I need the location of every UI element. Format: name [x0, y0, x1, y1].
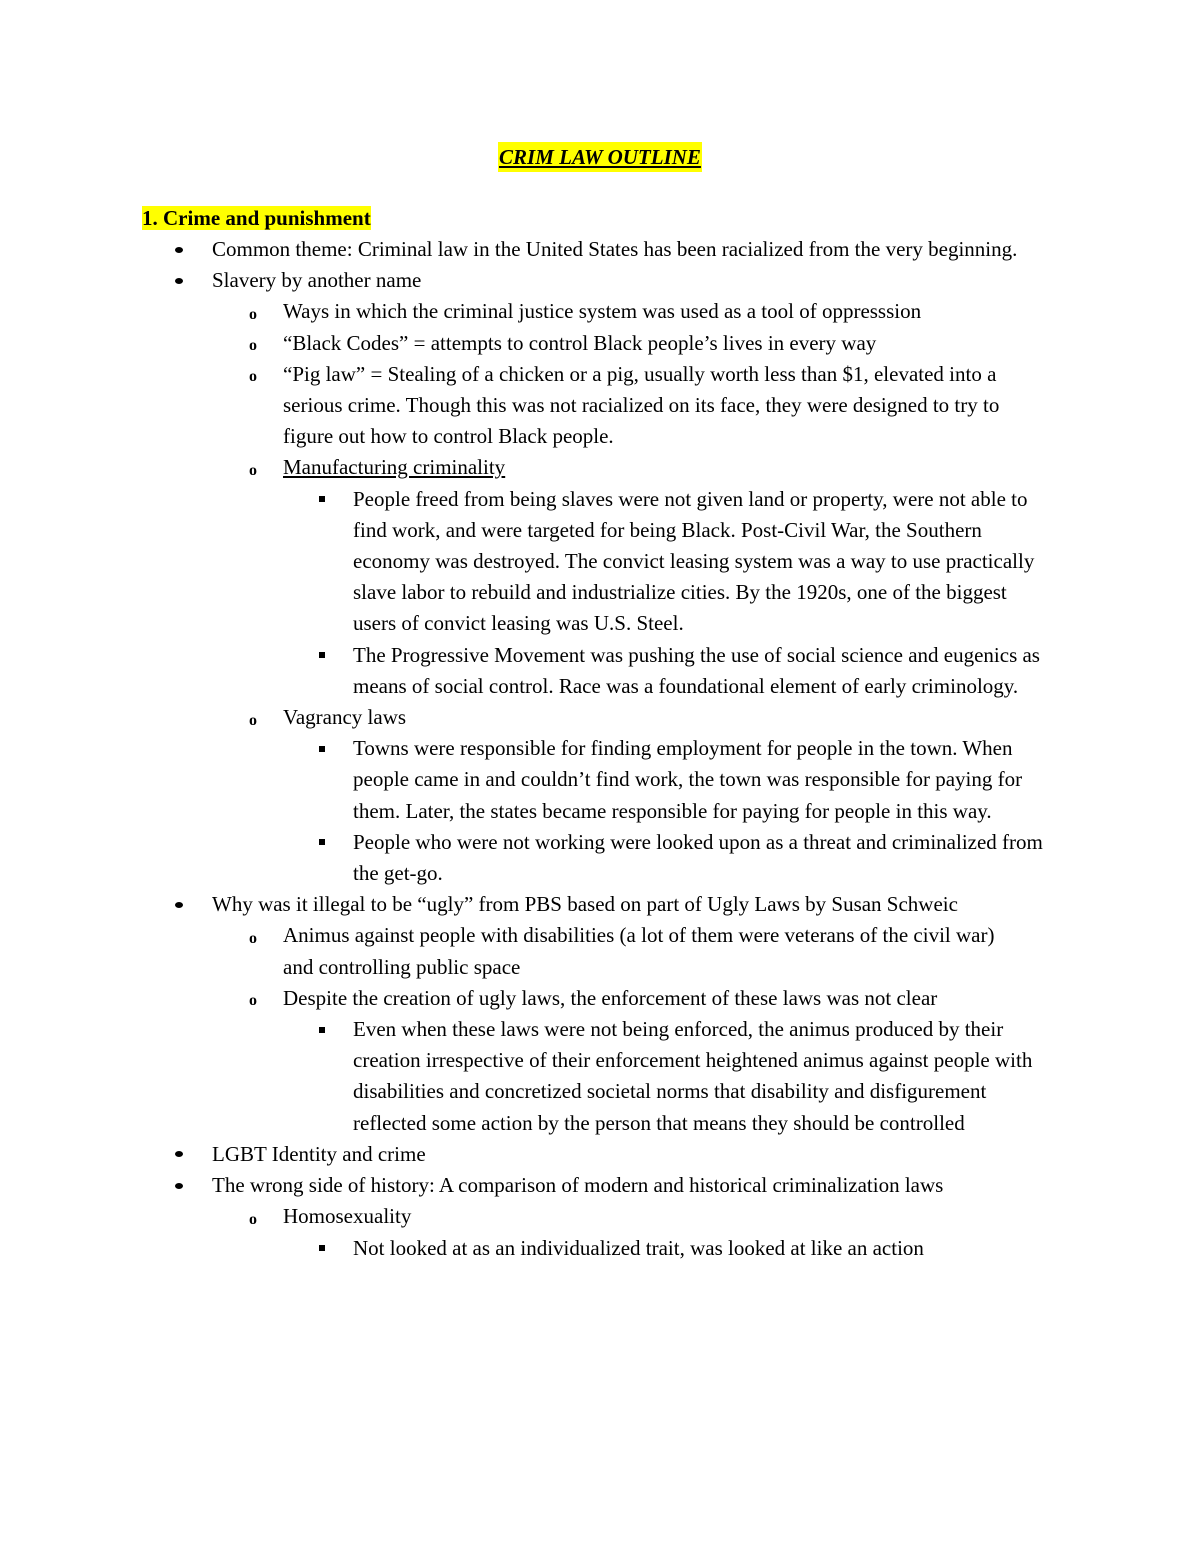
circle-o-bullet-icon: o — [249, 711, 257, 729]
outline-item-text: The Progressive Movement was pushing the use of social science and eugenics as means of social control. Race was a foundational element of early criminology. — [353, 642, 1040, 698]
section-heading-text: 1. Crime and punishment — [142, 206, 371, 230]
round-bullet-icon — [172, 265, 186, 296]
section-heading — [142, 203, 371, 234]
document-title: CRIM LAW OUTLINE — [498, 142, 702, 172]
circle-o-bullet-icon: o — [249, 930, 257, 948]
outline-item-text: Despite the creation of ugly laws, the enforcement of these laws was not clear — [283, 985, 938, 1010]
outline-item-text: Manufacturing criminality — [283, 455, 506, 480]
outline-item-text: Common theme: Criminal law in the United States has been racialized from the very beginning. — [212, 237, 1018, 261]
outline-item-level-3 — [0, 733, 1053, 827]
circle-o-bullet-icon: o — [249, 462, 257, 480]
outline-item-level-2 — [0, 359, 1028, 453]
round-bullet-icon — [172, 1139, 186, 1170]
outline-item-text: Slavery by another name — [212, 268, 422, 293]
square-bullet-icon — [315, 640, 329, 671]
outline-item-text: “Pig law” = Stealing of a chicken or a pig, usually worth less than $1, elevated into a serious crime. Though this was not racialized on its face, they were designed to try to figure out how to control Black people. — [283, 361, 1000, 449]
outline-item-level-1 — [0, 889, 1024, 920]
square-bullet-icon — [315, 827, 329, 858]
outline-item-text: Ways in which the criminal justice system was used as a tool of oppresssion — [283, 299, 922, 324]
circle-o-bullet-icon: o — [249, 306, 257, 323]
outline-item-level-1 — [0, 265, 1024, 296]
square-bullet-icon — [315, 484, 329, 515]
outline-item-level-2 — [0, 1201, 1028, 1232]
outline-item-level-2 — [0, 920, 1028, 982]
square-bullet-icon — [315, 733, 329, 764]
outline-item-text: The wrong side of history: A comparison of modern and historical criminalization laws — [212, 1173, 944, 1198]
outline-item-text: People who were not working were looked upon as a threat and criminalized from the get-go. — [353, 829, 1043, 886]
outline-item-level-2 — [0, 983, 1028, 1014]
outline-item-level-3 — [0, 1233, 1053, 1264]
outline-item-text: People freed from being slaves were not given land or property, were not able to find work, and were targeted for being Black. Post-Civil War, the Southern economy was destroyed. The convict leasing system was a way to use practically slave labor to rebuild and industrialize cities. By the 1920s, one of the biggest users of convict leasing was U.S. Steel. — [353, 486, 1035, 636]
outline-item-text: Animus against people with disabilities (a lot of them were veterans of the civil war) and controlling public space — [283, 923, 995, 979]
square-bullet-icon — [315, 1233, 329, 1264]
circle-o-bullet-icon: o — [249, 368, 257, 386]
round-bullet-icon — [172, 1170, 186, 1201]
outline-item-level-3 — [0, 484, 1053, 640]
outline-item-level-1 — [0, 1170, 1024, 1201]
outline-item-level-2 — [0, 452, 1028, 483]
title-container — [0, 142, 1200, 172]
outline-item-text: Vagrancy laws — [283, 705, 407, 730]
circle-o-bullet-icon: o — [249, 992, 257, 1010]
outline-item-text: Not looked at as an individualized trait, was looked at like an action — [353, 1235, 924, 1260]
outline-item-level-2 — [0, 328, 1028, 359]
square-bullet-icon — [315, 1014, 329, 1045]
outline-item-text: LGBT Identity and crime — [212, 1141, 426, 1166]
outline-item-text: Towns were responsible for finding employment for people in the town. When people came in and couldn’t find work, the town was responsible for paying for them. Later, the states became responsible for paying for people in this way. — [353, 736, 1023, 823]
outline-list — [0, 234, 1200, 1264]
outline-item-text: Even when these laws were not being enforced, the animus produced by their creation irrespective of their enforcement heightened animus against people with disabilities and concretized societal norms that disability and disfigurement reflected some action by the person that means they should be controlled — [353, 1017, 1033, 1135]
outline-item-level-1 — [0, 234, 1024, 265]
outline-item-level-3 — [0, 827, 1053, 889]
outline-item-level-2 — [0, 702, 1028, 733]
outline-item-level-3 — [0, 640, 1053, 702]
outline-item-level-2 — [0, 296, 1028, 327]
outline-item-text: “Black Codes” = attempts to control Black people’s lives in every way — [283, 330, 877, 355]
outline-item-text: Homosexuality — [283, 1204, 412, 1229]
circle-o-bullet-icon: o — [249, 1210, 257, 1228]
round-bullet-icon — [172, 889, 186, 920]
outline-item-level-1 — [0, 1139, 1024, 1170]
outline-item-text: Why was it illegal to be “ugly” from PBS based on part of Ugly Laws by Susan Schweic — [212, 892, 958, 917]
outline-item-level-3 — [0, 1014, 1053, 1139]
round-bullet-icon — [172, 234, 186, 265]
circle-o-bullet-icon: o — [249, 337, 257, 355]
